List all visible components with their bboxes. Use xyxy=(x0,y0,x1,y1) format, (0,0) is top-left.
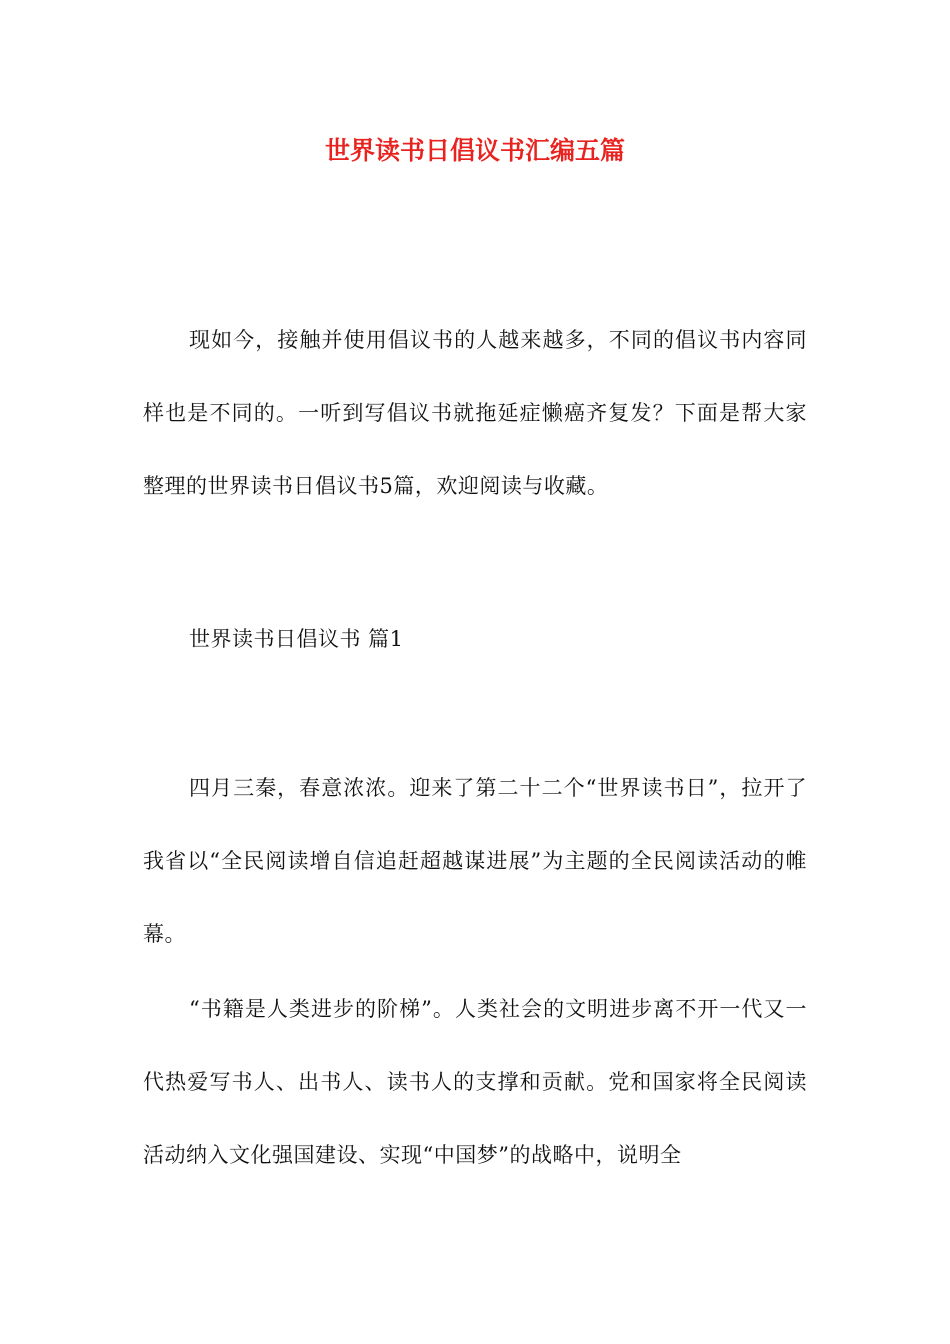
body-paragraph: 四月三秦，春意浓浓。迎来了第二十二个“世界读书日”，拉开了我省以“全民阅读增自信追赶超越谋进展”为主题的全民阅读活动的帷幕。 xyxy=(143,776,807,946)
body-paragraph: “书籍是人类进步的阶梯”。人类社会的文明进步离不开一代又一代热爱写书人、出书人、读书人的支撑和贡献。党和国家将全民阅读活动纳入文化强国建设、实现“中国梦”的战略中，说明全 xyxy=(143,997,807,1167)
section-heading: 世界读书日倡议书 篇1 xyxy=(189,627,404,651)
intro-paragraph: 现如今，接触并使用倡议书的人越来越多，不同的倡议书内容同样也是不同的。一听到写倡议书就拖延症懒癌齐复发？下面是帮大家整理的世界读书日倡议书5篇，欢迎阅读与收藏。 xyxy=(143,328,807,498)
document-title: 世界读书日倡议书汇编五篇 xyxy=(324,136,625,165)
